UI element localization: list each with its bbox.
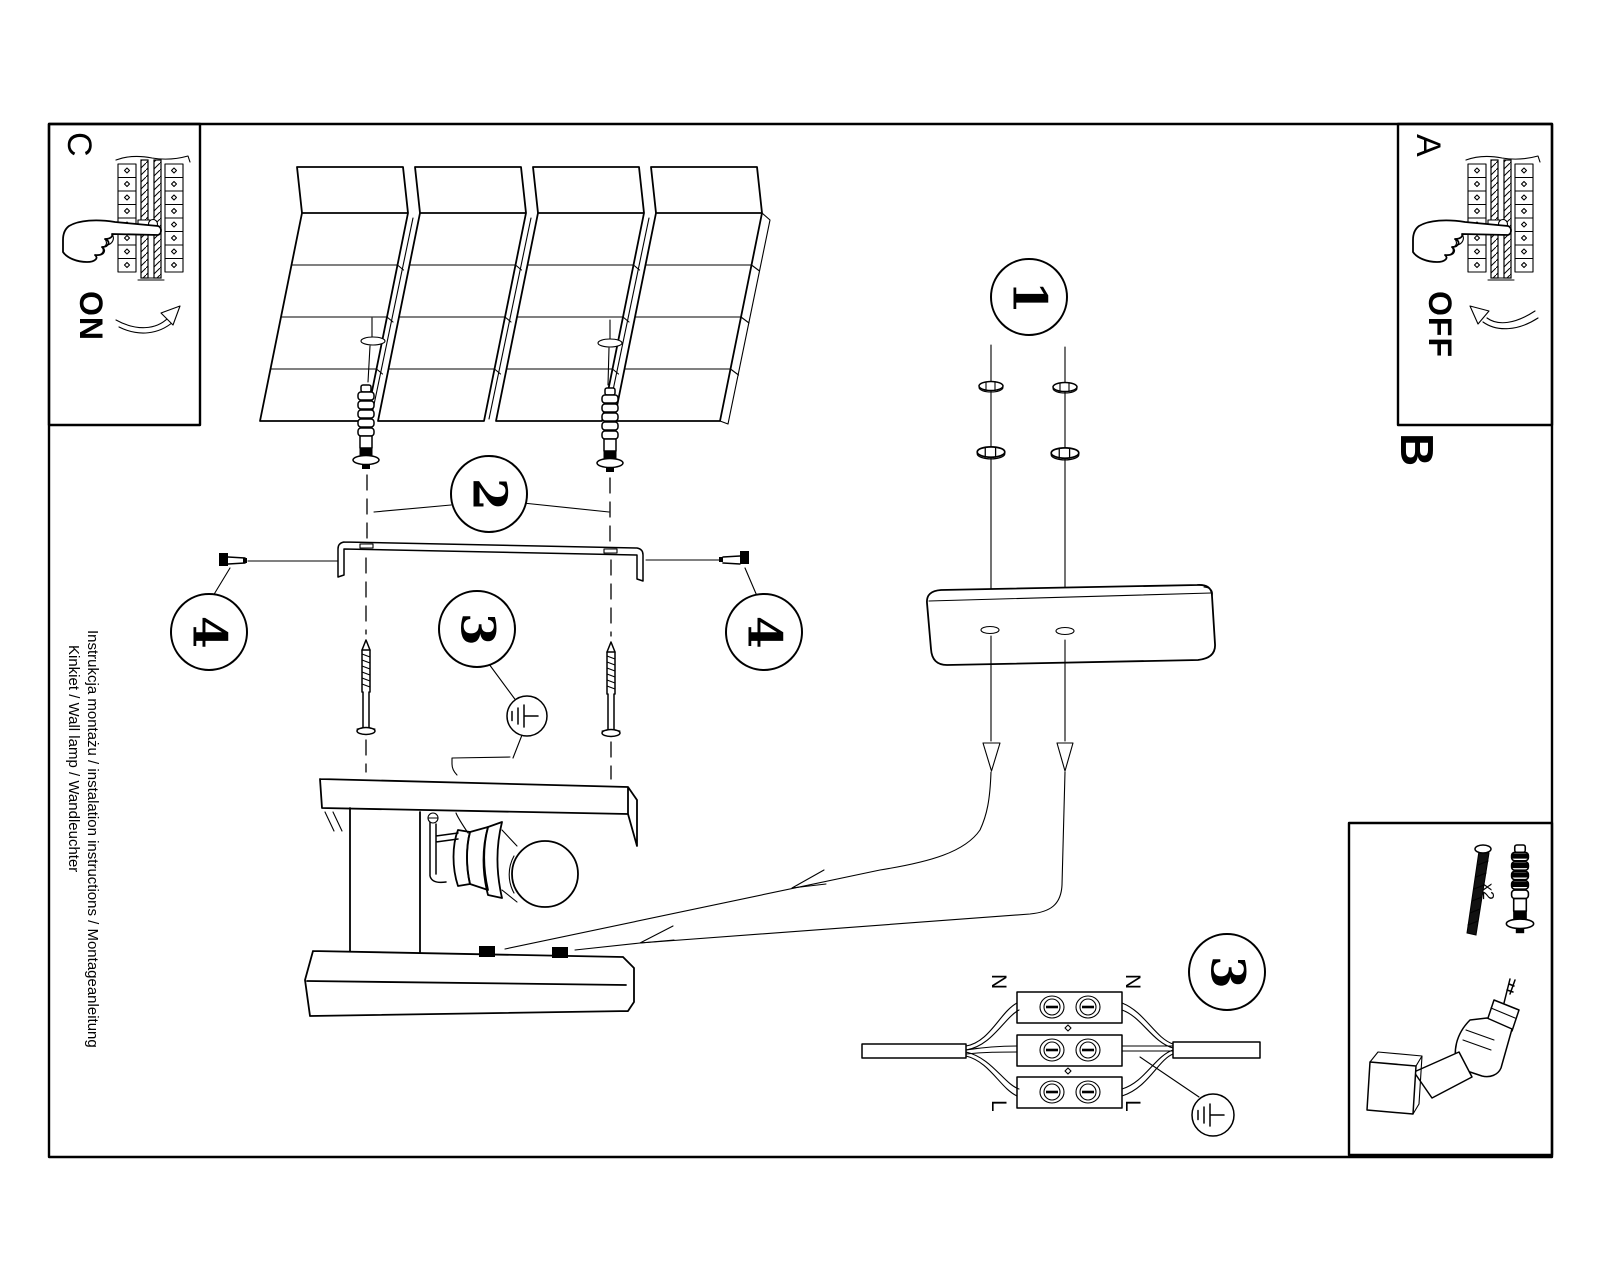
step-4-badge-right: 4 (725, 593, 803, 671)
title-line-1: Instrukcja montażu / instalation instructions / Montageanleitung (84, 630, 101, 1048)
wire-l-right-label: L (1121, 1100, 1144, 1112)
ground-symbol-icon (1192, 1094, 1234, 1136)
wire-n-right-label: N (1121, 974, 1144, 990)
grid-shade (260, 167, 770, 424)
quantity-label: x2 (1479, 883, 1496, 900)
hex-nut-icon (1051, 448, 1079, 460)
mount-hole (552, 947, 568, 958)
panel-a-label: A (1409, 134, 1447, 158)
cable-left (862, 1044, 966, 1058)
step-3-badge: 3 (438, 590, 516, 668)
wire-l-left-label: L (987, 1100, 1010, 1112)
bulb-icon (512, 841, 578, 907)
machine-screw-icon (213, 553, 338, 596)
lamp-socket (454, 822, 518, 902)
lamp-body (305, 757, 637, 1016)
title-line-2: Kinkiet / Wall lamp / Wandleuchter (65, 645, 82, 873)
mount-hole (479, 946, 495, 957)
curved-arrow-on-icon (116, 306, 180, 333)
sheet-title (64, 630, 102, 1048)
terminal-block-diagram (862, 992, 1260, 1136)
hex-nut-icon (1053, 383, 1077, 394)
hex-nut-icon (977, 447, 1005, 459)
mounting-bracket (338, 542, 643, 581)
assembly-arrows (505, 636, 1073, 950)
drill-holes (361, 318, 622, 385)
wire-exit (452, 757, 510, 775)
machine-screw-icon (646, 551, 757, 596)
tools (1367, 845, 1534, 1114)
curved-arrow-off-icon (1470, 306, 1538, 329)
step-1-badge: 1 (990, 258, 1068, 336)
step-3-badge-wiring: 3 (1188, 933, 1266, 1011)
panel-a-state-label: OFF (1422, 291, 1458, 358)
panel-c-label: C (60, 132, 98, 158)
panel-c-state-label: ON (73, 291, 109, 341)
wall-plug-icon (1506, 845, 1533, 933)
drill-icon (1367, 979, 1519, 1114)
canopy-plate (927, 345, 1215, 665)
ground-symbol-icon (486, 660, 547, 758)
step-4-badge-left: 4 (170, 593, 248, 671)
step-2-badge: 2 (450, 455, 528, 533)
section-b-label: B (1391, 433, 1443, 467)
hex-nut-icon (979, 382, 1003, 393)
cable-right (1173, 1042, 1260, 1058)
wire-n-left-label: N (987, 974, 1010, 990)
